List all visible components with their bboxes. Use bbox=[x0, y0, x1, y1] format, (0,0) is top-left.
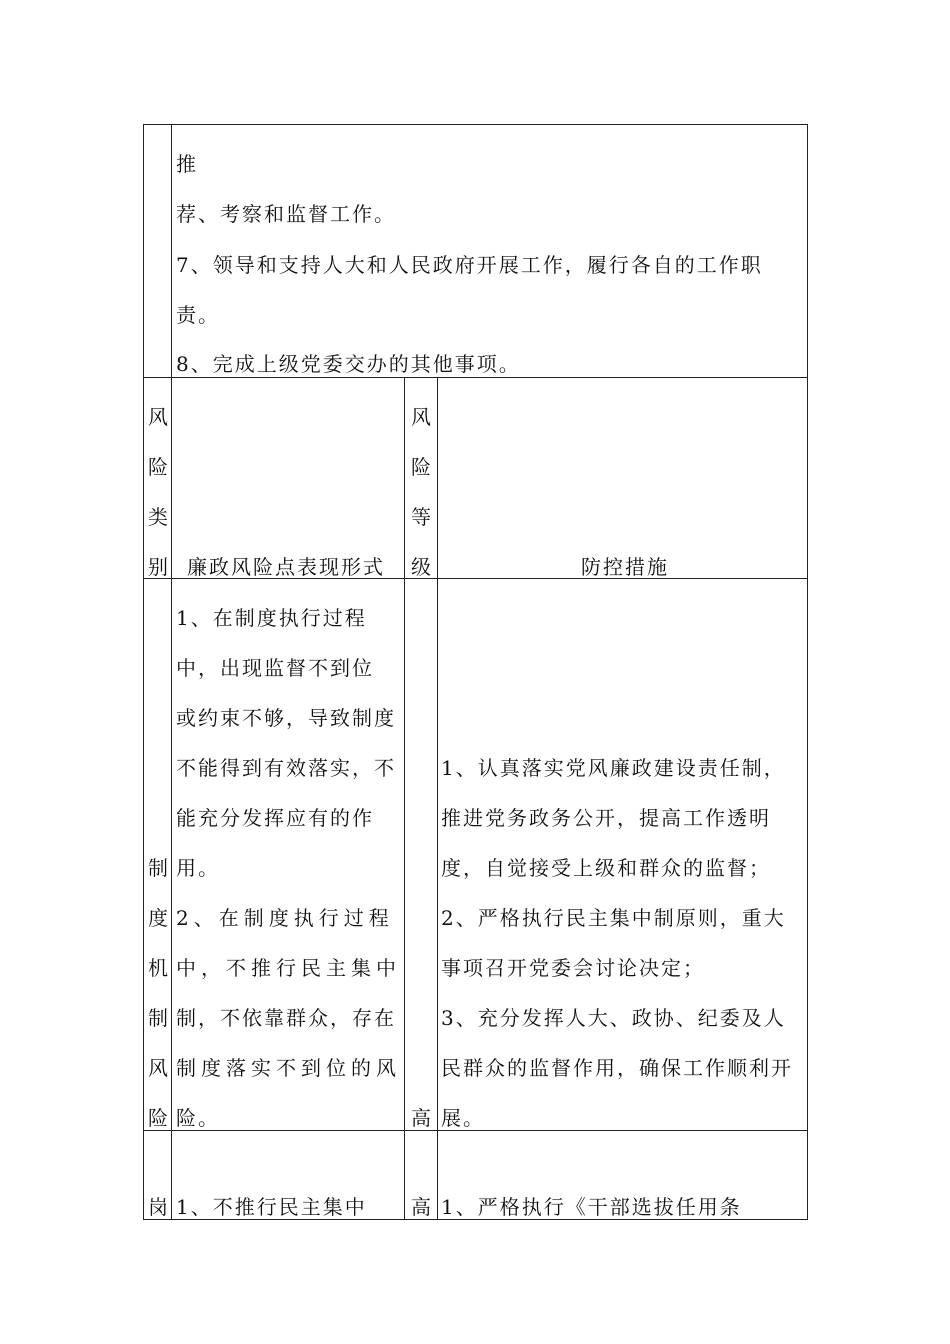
row1-risk-line: 险。 bbox=[176, 1106, 220, 1130]
header-category-char: 风 bbox=[148, 405, 168, 429]
row1-risk-line: 1、在制度执行过程 bbox=[176, 606, 367, 630]
header-measures: 防控措施 bbox=[581, 555, 669, 579]
table-row-divider bbox=[143, 377, 808, 378]
duty-line: 推 bbox=[176, 152, 198, 176]
table-border-left bbox=[143, 124, 144, 1220]
row2-measure-line: 1、严格执行《干部选拔任用条 bbox=[441, 1195, 742, 1219]
row1-category-char: 制 bbox=[148, 856, 168, 880]
header-category-char: 险 bbox=[148, 455, 168, 479]
row1-measure-line: 展。 bbox=[441, 1106, 485, 1130]
header-category-char: 别 bbox=[148, 555, 168, 579]
duty-line: 责。 bbox=[176, 303, 220, 327]
row1-measure-line: 3、充分发挥人大、政协、纪委及人 bbox=[441, 1006, 786, 1030]
row1-risk-line: 中，出现监督不到位 bbox=[176, 656, 374, 680]
row1-measure-line: 2、严格执行民主集中制原则，重大 bbox=[441, 906, 786, 930]
row1-category-char: 风 bbox=[148, 1056, 168, 1080]
row1-risk-line: 用。 bbox=[176, 856, 220, 880]
header-level-char: 等 bbox=[411, 505, 431, 529]
row1-category-char: 险 bbox=[148, 1106, 168, 1130]
header-level-char: 风 bbox=[411, 405, 431, 429]
header-level-char: 险 bbox=[411, 455, 431, 479]
duty-line: 荐、考察和监督工作。 bbox=[176, 202, 396, 226]
table-border-top bbox=[143, 124, 808, 125]
row1-measure-line: 度，自觉接受上级和群众的监督； bbox=[441, 856, 771, 880]
row1-risk-line: 制，不依靠群众，存在 bbox=[176, 1006, 396, 1030]
row1-risk-line: 中，不推行民主集中 bbox=[176, 956, 401, 980]
row1-category-char: 机 bbox=[148, 956, 168, 980]
row1-category-char: 度 bbox=[148, 906, 168, 930]
row1-risk-line: 2、在制度执行过程 bbox=[176, 906, 394, 930]
header-category-char: 类 bbox=[148, 505, 168, 529]
row1-level: 高 bbox=[411, 1106, 431, 1130]
row2-risk-line: 1、不推行民主集中 bbox=[176, 1195, 367, 1219]
row1-category-char: 制 bbox=[148, 1006, 168, 1030]
row2-category-char: 岗 bbox=[148, 1195, 168, 1219]
duty-line: 7、领导和支持人大和人民政府开展工作，履行各自的工作职 bbox=[176, 253, 763, 277]
row1-measure-line: 民群众的监督作用，确保工作顺利开 bbox=[441, 1056, 793, 1080]
table-col-divider bbox=[171, 124, 172, 1220]
header-level-char: 级 bbox=[411, 555, 431, 579]
row1-measure-line: 1、认真落实党风廉政建设责任制， bbox=[441, 756, 786, 780]
row1-measure-line: 推进党务政务公开，提高工作透明 bbox=[441, 806, 771, 830]
table-border-right bbox=[807, 124, 808, 1220]
duty-line: 8、完成上级党委交办的其他事项。 bbox=[176, 352, 521, 376]
table-col-divider bbox=[404, 377, 405, 1220]
row1-risk-line: 能充分发挥应有的作 bbox=[176, 806, 374, 830]
row1-risk-line: 或约束不够，导致制度 bbox=[176, 706, 396, 730]
header-risk-point: 廉政风险点表现形式 bbox=[187, 555, 385, 579]
row1-risk-line: 不能得到有效落实，不 bbox=[176, 756, 396, 780]
row1-risk-line: 制度落实不到位的风 bbox=[176, 1056, 401, 1080]
row1-measure-line: 事项召开党委会讨论决定； bbox=[441, 956, 705, 980]
table-col-divider bbox=[437, 377, 438, 1220]
row2-level: 高 bbox=[411, 1195, 431, 1219]
